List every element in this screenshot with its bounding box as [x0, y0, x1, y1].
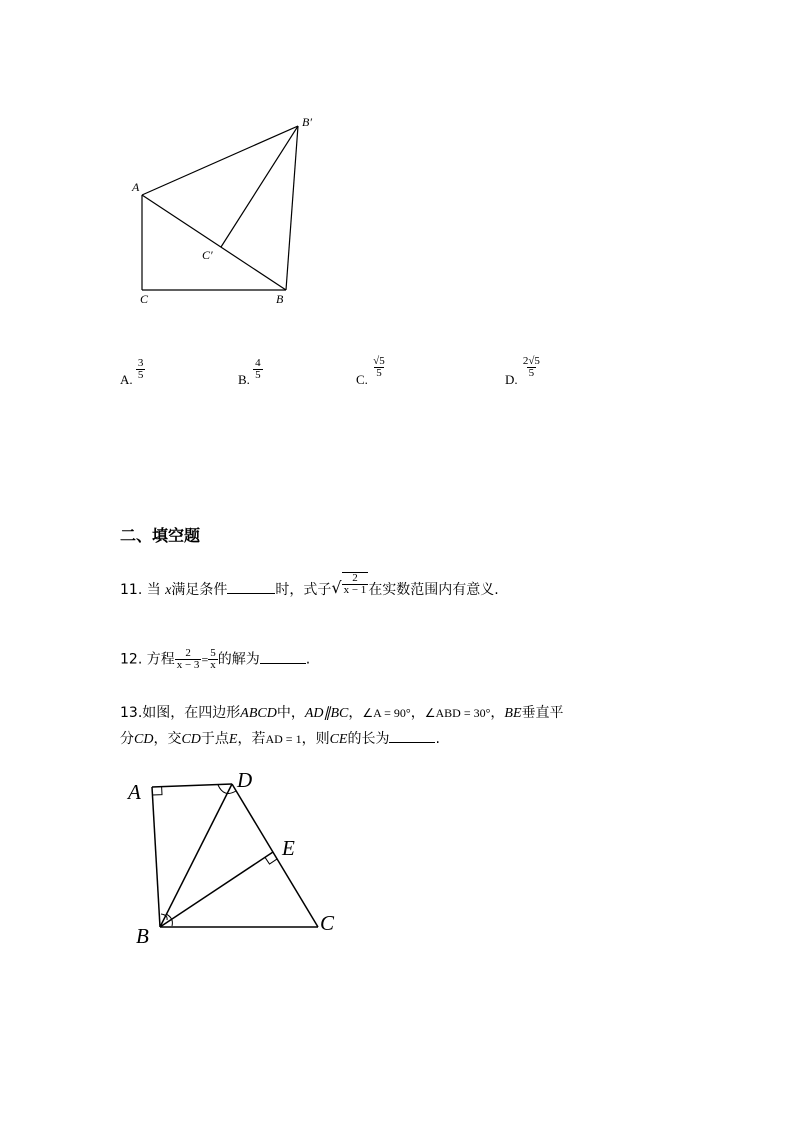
q13-text-12: 的长为	[347, 731, 390, 747]
option-a-letter: A.	[120, 372, 133, 388]
label-a: A	[128, 780, 141, 804]
q13-cd-1: CD	[134, 732, 154, 747]
q13-end: .	[435, 731, 440, 747]
q12-lhs-denominator: x − 3	[176, 659, 200, 671]
q11-var: x	[165, 583, 172, 598]
q13-e: E	[228, 732, 238, 747]
q11-text-1: 当	[146, 582, 161, 598]
q12-answer-blank[interactable]	[260, 663, 306, 664]
right-angle-mark-a	[152, 787, 162, 795]
q12-lhs-fraction	[175, 648, 202, 671]
label-c: C	[140, 292, 149, 306]
q13-text-5: ，	[490, 705, 505, 721]
figure-1-diagram	[0, 0, 794, 320]
q13-text-7: 分	[120, 731, 134, 747]
q13-text-6: 垂直平	[521, 705, 564, 721]
segment-ad	[152, 784, 232, 787]
question-12	[120, 648, 310, 671]
q13-number: 13.	[120, 705, 143, 721]
q11-sqrt-expression	[331, 572, 368, 596]
segment-ab	[152, 787, 160, 927]
q13-text-3: ，	[348, 705, 363, 721]
q13-abcd: ABCD	[240, 706, 277, 721]
q13-text-10: ，若	[237, 731, 266, 747]
q11-fraction	[342, 572, 369, 596]
option-a[interactable]	[120, 357, 145, 388]
question-13-line-2	[120, 728, 440, 748]
option-d-numerator: 2√5	[522, 355, 540, 367]
question-11	[120, 572, 499, 602]
option-b-letter: B.	[238, 372, 250, 388]
segment-be	[160, 852, 273, 927]
q13-text-9: 于点	[200, 731, 229, 747]
label-b: B	[136, 924, 149, 948]
option-c-letter: C.	[356, 372, 368, 388]
segment-ab	[142, 195, 286, 290]
option-b-denominator: 5	[255, 369, 261, 381]
q12-rhs-fraction	[208, 648, 218, 671]
q13-angle-abd: ∠ABD = 30°	[424, 706, 491, 720]
segment-dc	[232, 784, 318, 927]
q13-text-2: 中，	[276, 705, 305, 721]
label-c: C	[320, 911, 335, 935]
q12-number: 12.	[120, 651, 143, 668]
option-b-fraction	[253, 358, 263, 381]
q13-answer-blank[interactable]	[389, 742, 435, 743]
figure-2-diagram	[0, 760, 794, 960]
q11-text-3: 时，式子	[275, 582, 332, 598]
question-13-line-1	[120, 702, 564, 722]
option-a-numerator: 3	[137, 357, 144, 369]
label-d: D	[237, 768, 253, 792]
label-b-prime: B′	[302, 115, 312, 129]
segment-b-prime-c-prime	[221, 126, 298, 247]
q11-radical-sign: √	[331, 578, 342, 597]
option-c-numerator: √5	[373, 355, 385, 367]
option-d-fraction	[521, 356, 542, 379]
q12-lhs-numerator: 2	[185, 647, 191, 659]
q12-rhs-numerator: 5	[210, 647, 216, 659]
q11-text-2: 满足条件	[171, 582, 228, 598]
q13-cd-2: CD	[181, 732, 201, 747]
option-a-fraction	[136, 358, 146, 381]
q12-text-2: 的解为	[217, 651, 260, 668]
option-b-numerator: 4	[255, 357, 261, 369]
option-c-denominator: 5	[376, 367, 382, 379]
q12-rhs-denominator: x	[210, 659, 216, 671]
q12-equals: =	[201, 652, 209, 667]
option-b[interactable]	[238, 357, 263, 388]
q13-ce: CE	[329, 732, 348, 747]
right-angle-mark-e	[265, 857, 278, 864]
q13-ad-equals-1: AD = 1	[265, 732, 302, 746]
label-a: A	[132, 180, 140, 194]
q13-text-11: ，则	[301, 731, 330, 747]
q13-text-1: 如图，在四边形	[142, 705, 241, 721]
segment-bd	[160, 784, 232, 927]
segment-b-prime-b	[286, 126, 298, 290]
q13-be: BE	[504, 706, 522, 721]
q13-ad-parallel-bc: AD∥BC	[304, 706, 349, 721]
label-b: B	[276, 292, 284, 306]
q12-text-1: 方程	[146, 651, 175, 668]
q12-end: .	[305, 651, 311, 668]
option-c-fraction	[371, 356, 387, 379]
section-title: 二、填空题	[120, 526, 201, 545]
option-c[interactable]	[356, 355, 387, 388]
segment-ab-prime	[142, 126, 298, 195]
q11-text-4: 在实数范围内有意义.	[368, 582, 499, 598]
label-c-prime: C′	[202, 248, 213, 262]
q13-text-4: ，	[410, 705, 425, 721]
q13-text-8: ，交	[153, 731, 182, 747]
option-d[interactable]	[505, 355, 542, 388]
q11-denominator: x − 1	[343, 584, 367, 596]
option-d-letter: D.	[505, 372, 518, 388]
q11-number: 11.	[120, 582, 143, 598]
q11-numerator: 2	[352, 572, 358, 584]
q13-angle-a: ∠A = 90°	[362, 706, 411, 720]
q11-answer-blank[interactable]	[227, 593, 275, 594]
option-d-denominator: 5	[528, 367, 535, 379]
option-a-denominator: 5	[137, 369, 144, 381]
label-e: E	[282, 836, 295, 860]
